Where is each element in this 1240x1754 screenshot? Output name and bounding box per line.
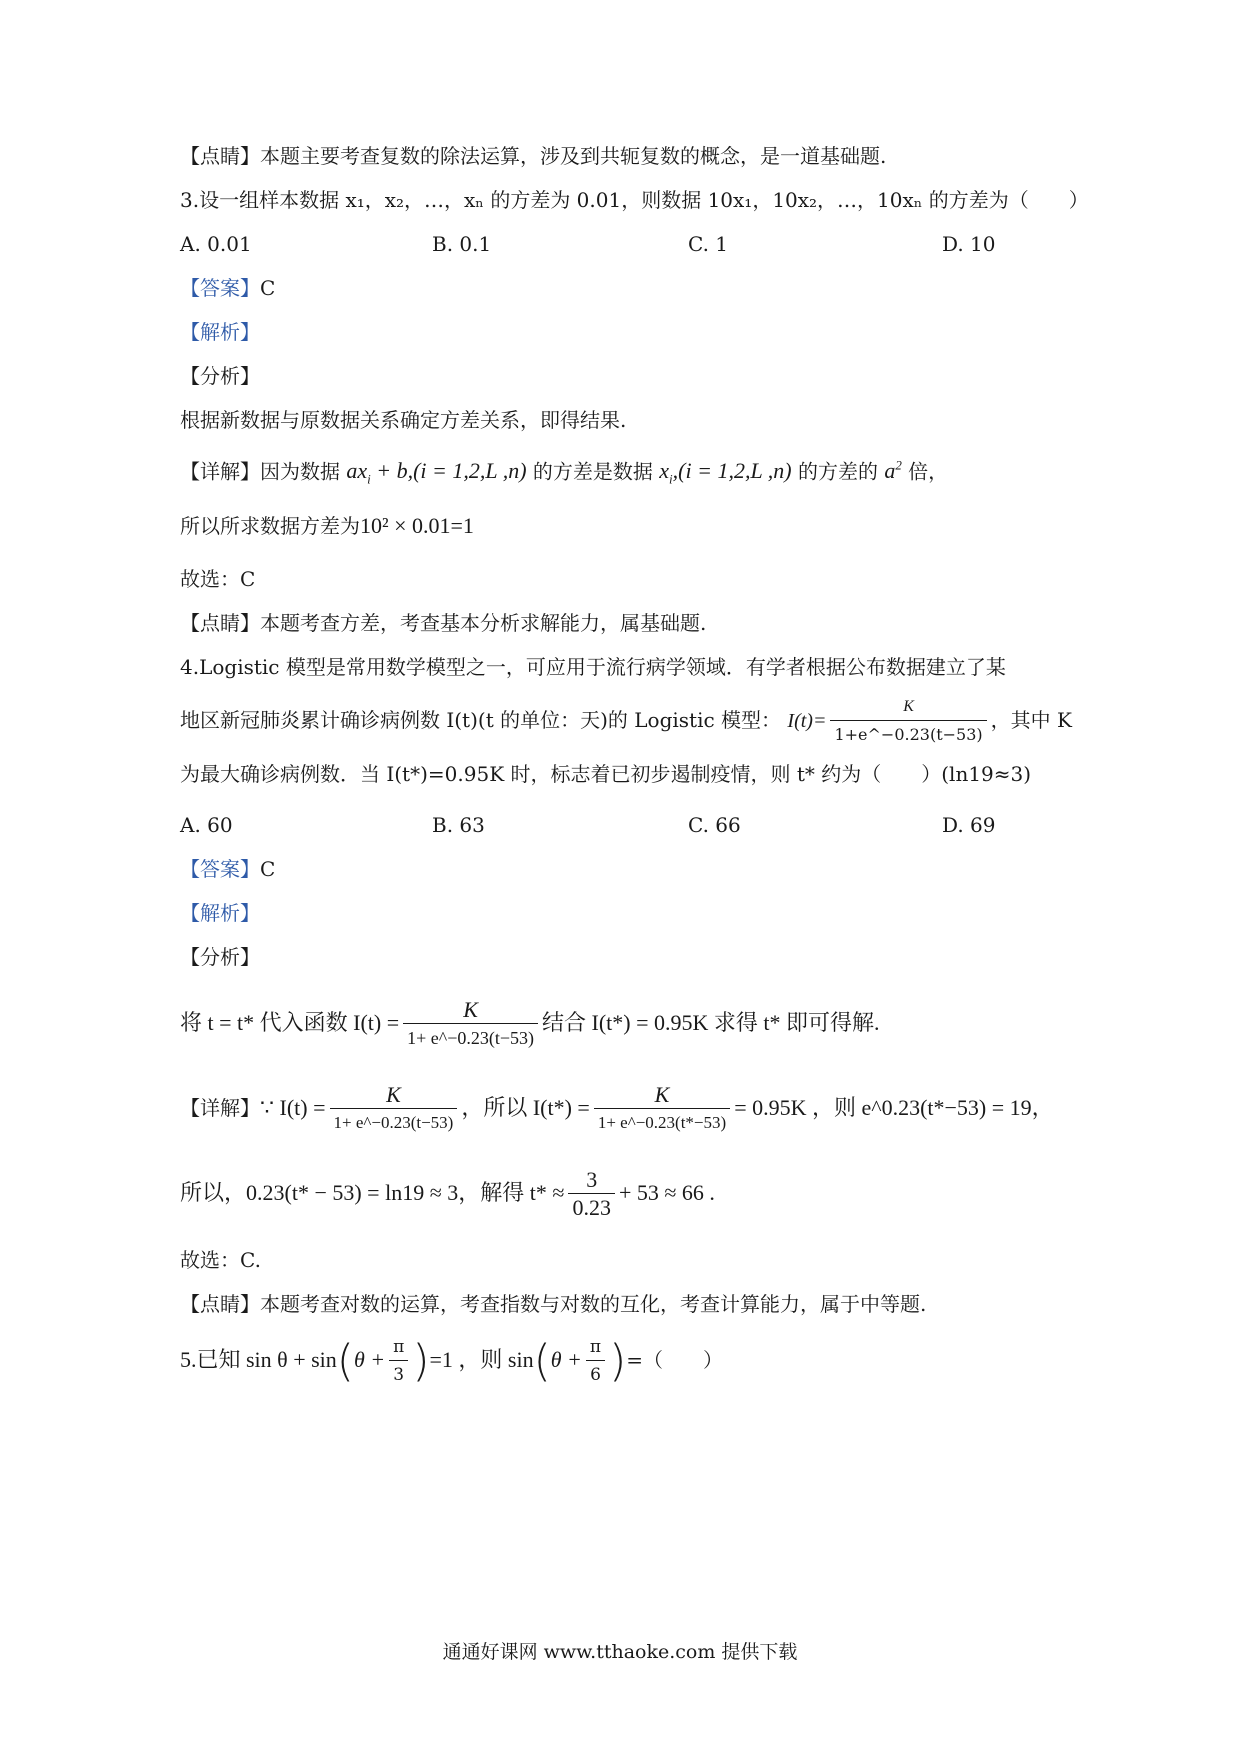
q5-fraction-2 — [586, 1334, 605, 1389]
xiangjie-tag: 【详解】 — [180, 459, 260, 484]
q4-xiangjie-num2: K — [594, 1082, 730, 1109]
q4-suoyi-b: + 53 ≈ 66 . — [618, 1180, 715, 1205]
q4-l2-num: K — [830, 694, 986, 721]
q4-fenxi-b: 结合 I(t*) = 0.95K 求得 t* 即可得解. — [542, 1010, 880, 1035]
xiangjie-tag: 【详解】 — [180, 1096, 260, 1120]
q3-xiangjie — [180, 452, 948, 494]
paren-open: ( — [336, 1335, 354, 1387]
xiangjie-text-3: 的方差的 — [791, 459, 885, 484]
q3-fenxi-text: 根据新数据与原数据关系确定方差关系，即得结果. — [180, 408, 627, 432]
q5-c: =（ ） — [626, 1348, 724, 1372]
q3-suoyi — [180, 512, 474, 540]
page-footer: 通通好课网 www.tthaoke.com 提供下载 — [442, 1641, 798, 1663]
paren-close: ) — [609, 1335, 627, 1387]
q3-option-c: C. 1 — [688, 232, 729, 256]
q5-p2-den: 6 — [590, 1365, 601, 1385]
formula-x: x — [659, 458, 670, 484]
q3-option-a: A. 0.01 — [180, 232, 252, 256]
q4-xiangjie-num1: K — [330, 1082, 458, 1109]
answer-value: C — [260, 857, 276, 881]
q4-xiangjie-line — [180, 1072, 1054, 1144]
q3-jiexi-tag: 【解析】 — [180, 320, 260, 344]
formula-ax: ax — [346, 458, 368, 484]
q3-fenxi-tag: 【分析】 — [180, 364, 260, 388]
q4-option-a: A. 60 — [180, 813, 233, 837]
q4-option-d: D. 69 — [942, 813, 996, 837]
q3-guxuan: 故选：C — [180, 567, 256, 591]
q5-p1-den: 3 — [393, 1365, 405, 1385]
q4-l2-fraction — [830, 694, 986, 749]
q4-suoyi-num: 3 — [568, 1167, 615, 1194]
q5-b: =1 ，则 sin — [429, 1347, 534, 1372]
q4-fenxi-den: 1+ e^−0.23(t−53) — [407, 1028, 535, 1048]
formula-a2: $a^2$ — [884, 458, 902, 484]
paren-open: ( — [533, 1335, 551, 1387]
q4-fenxi-a: 将 t = t* 代入函数 I(t) = — [180, 1010, 400, 1035]
q5-fraction-1 — [389, 1334, 408, 1389]
q4-suoyi-den: 0.23 — [572, 1195, 611, 1220]
q4-xiangjie-den2: 1+ e^−0.23(t*−53) — [597, 1113, 727, 1132]
q4-l2-lhs: I(t)= — [787, 710, 827, 732]
answer-tag: 【答案】 — [180, 276, 260, 300]
q4-l2-text-b: ，其中 K — [990, 708, 1072, 732]
q5-p2-num: π — [586, 1334, 605, 1361]
formula-b-range: + b,(i = 1,2,L ,n) — [370, 458, 527, 484]
q5-p1: θ + — [353, 1347, 386, 1372]
q4-fenxi-tag: 【分析】 — [180, 945, 260, 969]
dianjing-q2: 【点睛】本题主要考查复数的除法运算，涉及到共轭复数的概念，是一道基础题. — [180, 144, 887, 168]
xiangjie-text-2: 的方差是数据 — [526, 459, 660, 484]
question-4-line-1: 4.Logistic 模型是常用数学模型之一，可应用于流行病学领域．有学者根据公布数据建立了某 — [180, 655, 1006, 679]
question-3-stem: 3.设一组样本数据 x₁，x₂，…，xₙ 的方差为 0.01，则数据 10x₁，10x₂，…，10xₙ 的方差为（ ） — [180, 188, 1089, 212]
q4-suoyi-a: 所以，0.23(t* − 53) = ln19 ≈ 3，解得 t* ≈ — [180, 1180, 565, 1205]
q4-fenxi-line — [180, 988, 880, 1058]
q4-option-b: B. 63 — [432, 813, 485, 837]
formula-a: a — [884, 458, 896, 484]
answer-tag: 【答案】 — [180, 857, 260, 881]
q4-fenxi-num: K — [403, 997, 538, 1024]
q3-option-b: B. 0.1 — [432, 232, 492, 256]
q5-p2: θ + — [550, 1347, 582, 1372]
q4-jiexi-tag: 【解析】 — [180, 901, 260, 925]
q4-answer — [180, 855, 275, 883]
q3-answer — [180, 274, 275, 302]
q4-suoyi-line — [180, 1158, 715, 1228]
q4-l2-text: 地区新冠肺炎累计确诊病例数 I(t)(t 的单位：天)的 Logistic 模型： — [180, 708, 782, 732]
q3-dianjing: 【点睛】本题考查方差，考查基本分析求解能力，属基础题. — [180, 611, 707, 635]
q4-fenxi-fraction — [403, 997, 538, 1052]
xiangjie-text-4: 倍， — [901, 459, 949, 484]
q4-xiangjie-c: = 0.95K ，则 e^0.23(t*−53) = 19， — [734, 1095, 1054, 1120]
q4-xiangjie-den1: 1+ e^−0.23(t−53) — [333, 1113, 454, 1132]
formula-xi: $x_i,(i = 1,2,L$ ,n) — [659, 458, 792, 487]
suoyi-math: 10² × 0.01=1 — [360, 513, 474, 538]
q4-suoyi-fraction — [568, 1167, 615, 1222]
q4-xiangjie-fraction-2 — [594, 1082, 730, 1137]
question-4-line-2 — [180, 690, 1072, 750]
q4-xiangjie-a: ∵ I(t) = — [260, 1095, 326, 1120]
answer-value: C — [260, 276, 276, 300]
formula-axb: $ax_i + b,(i = 1,2,L$ ,n) — [346, 458, 527, 487]
q3-option-d: D. 10 — [942, 232, 996, 256]
q4-option-c: C. 66 — [688, 813, 741, 837]
q4-guxuan: 故选：C. — [180, 1248, 261, 1272]
q5-p1-num: π — [389, 1334, 408, 1361]
q4-dianjing: 【点睛】本题考查对数的运算，考查指数与对数的互化，考查计算能力，属于中等题. — [180, 1292, 927, 1316]
q4-xiangjie-fraction-1 — [330, 1082, 458, 1137]
q4-l2-den: 1+e^−0.23(t−53) — [834, 725, 983, 744]
suoyi-text: 所以所求数据方差为 — [180, 514, 360, 538]
xiangjie-text: 因为数据 — [260, 459, 340, 484]
formula-x-range: ,(i = 1,2,L ,n) — [672, 458, 792, 484]
paren-close: ) — [412, 1335, 430, 1387]
q5-a: 5.已知 sin θ + sin — [180, 1347, 337, 1372]
question-5-stem — [180, 1328, 723, 1392]
question-4-line-3: 为最大确诊病例数．当 I(t*)=0.95K 时，标志着已初步遏制疫情，则 t* 约为（ ）(ln19≈3) — [180, 762, 1032, 786]
q4-xiangjie-b: ，所以 I(t*) = — [461, 1095, 590, 1120]
